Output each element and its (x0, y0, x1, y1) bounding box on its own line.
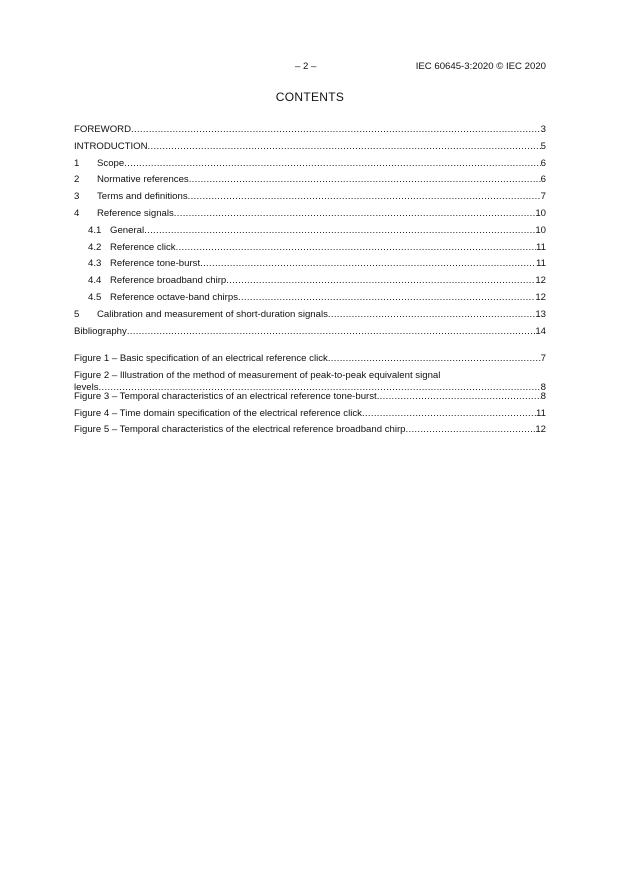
toc-entry-number: 1 (74, 157, 80, 169)
toc-entry-page: 10 (535, 224, 546, 236)
leader-dots (200, 258, 536, 270)
toc-entry-page: 10 (535, 207, 546, 219)
toc-entry-label: Calibration and measurement of short-duration signals (97, 308, 328, 320)
toc-entry-reference-octave-band-chirps[interactable] (74, 292, 546, 309)
figure-entry-5[interactable] (74, 424, 546, 441)
toc-entry-page: 6 (540, 174, 546, 186)
leader-dots (406, 424, 536, 436)
toc-entry-page: 7 (540, 191, 546, 203)
toc-entry-number: 2 (74, 174, 80, 186)
figure-entry-label-line1: Figure 2 – Illustration of the method of measurement of peak-to-peak equivalent signal (74, 369, 441, 381)
toc-entry-reference-click[interactable] (74, 242, 546, 259)
toc-entry-foreword[interactable] (74, 124, 546, 141)
toc-entry-label: Reference tone-burst (110, 258, 201, 270)
toc-entry-number: 3 (74, 191, 80, 203)
figure-entry-label: Figure 4 – Time domain specification of the electrical reference click (74, 407, 362, 419)
table-of-contents (74, 124, 546, 342)
page-number: – 2 – (295, 61, 317, 72)
page-title: CONTENTS (275, 90, 345, 104)
toc-entry-number: 4.3 (88, 258, 102, 270)
toc-entry-general[interactable] (74, 225, 546, 242)
figure-entry-3[interactable] (74, 391, 546, 408)
toc-entry-label: Reference click (110, 241, 176, 253)
toc-entry-number: 4.4 (88, 275, 102, 287)
leader-dots (362, 408, 536, 420)
toc-entry-calibration-and-measurement[interactable] (74, 309, 546, 326)
toc-entry-number: 5 (74, 308, 80, 320)
leader-dots (238, 292, 535, 304)
figure-entry-page: 7 (540, 353, 546, 364)
figure-entry-label: Figure 5 – Temporal characteristics of the electrical reference broadband chirp (74, 424, 406, 436)
figure-entry-2[interactable] (74, 370, 546, 391)
leader-dots (127, 326, 536, 338)
toc-entry-label: Bibliography (74, 325, 127, 337)
figure-entry-page: 12 (535, 424, 546, 436)
document-id: IEC 60645-3:2020 © IEC 2020 (415, 61, 546, 72)
toc-entry-label: Reference signals (97, 207, 174, 219)
figure-entry-label: levels (74, 381, 99, 393)
toc-entry-page: 6 (540, 157, 546, 169)
toc-entry-terms-and-definitions[interactable] (74, 191, 546, 208)
toc-entry-reference-tone-burst[interactable] (74, 258, 546, 275)
toc-entry-number: 4 (74, 207, 80, 219)
toc-entry-label: FOREWORD (74, 124, 132, 135)
figure-entry-4[interactable] (74, 408, 546, 425)
toc-entry-label: INTRODUCTION (74, 140, 148, 152)
page-header (74, 61, 546, 73)
leader-dots (188, 191, 541, 203)
leader-dots (328, 353, 541, 365)
list-of-figures (74, 353, 546, 441)
toc-entry-scope[interactable] (74, 158, 546, 175)
toc-entry-introduction[interactable] (74, 141, 546, 158)
leader-dots (176, 242, 536, 254)
toc-entry-label: Reference octave-band chirps (110, 291, 238, 303)
leader-dots (131, 124, 541, 136)
toc-entry-number: 4.1 (88, 224, 102, 236)
toc-entry-bibliography[interactable] (74, 326, 546, 343)
toc-entry-page: 5 (540, 140, 546, 152)
toc-entry-label: General (110, 224, 145, 236)
toc-entry-number: 4.2 (88, 241, 102, 253)
toc-entry-page: 11 (536, 241, 546, 253)
toc-entry-label: Scope (97, 157, 125, 169)
figure-entry-page: 8 (540, 390, 546, 402)
figure-entry-1[interactable] (74, 353, 546, 370)
leader-dots (189, 174, 541, 186)
toc-entry-page: 12 (535, 291, 546, 303)
toc-entry-label: Normative references (97, 174, 189, 186)
toc-entry-label: Reference broadband chirp (110, 275, 227, 287)
toc-entry-page: 14 (535, 325, 546, 337)
figure-entry-page: 11 (536, 407, 546, 419)
leader-dots (174, 208, 536, 220)
leader-dots (328, 309, 535, 321)
toc-entry-normative-references[interactable] (74, 174, 546, 191)
leader-dots (377, 391, 541, 403)
leader-dots (144, 225, 535, 237)
toc-entry-number: 4.5 (88, 291, 102, 303)
toc-entry-reference-signals[interactable] (74, 208, 546, 225)
leader-dots (124, 158, 540, 170)
figure-entry-page: 8 (540, 381, 546, 393)
toc-entry-label: Terms and definitions (97, 191, 188, 203)
toc-entry-page: 12 (535, 275, 546, 287)
toc-entry-reference-broadband-chirp[interactable] (74, 275, 546, 292)
toc-entry-page: 11 (536, 258, 546, 270)
leader-dots (226, 275, 535, 287)
figure-entry-label: Figure 3 – Temporal characteristics of an electrical reference tone-burst (74, 390, 377, 402)
leader-dots (148, 141, 541, 153)
toc-entry-page: 3 (540, 124, 546, 135)
toc-entry-page: 13 (535, 308, 546, 320)
figure-entry-label: Figure 1 – Basic specification of an electrical reference click (74, 353, 328, 364)
